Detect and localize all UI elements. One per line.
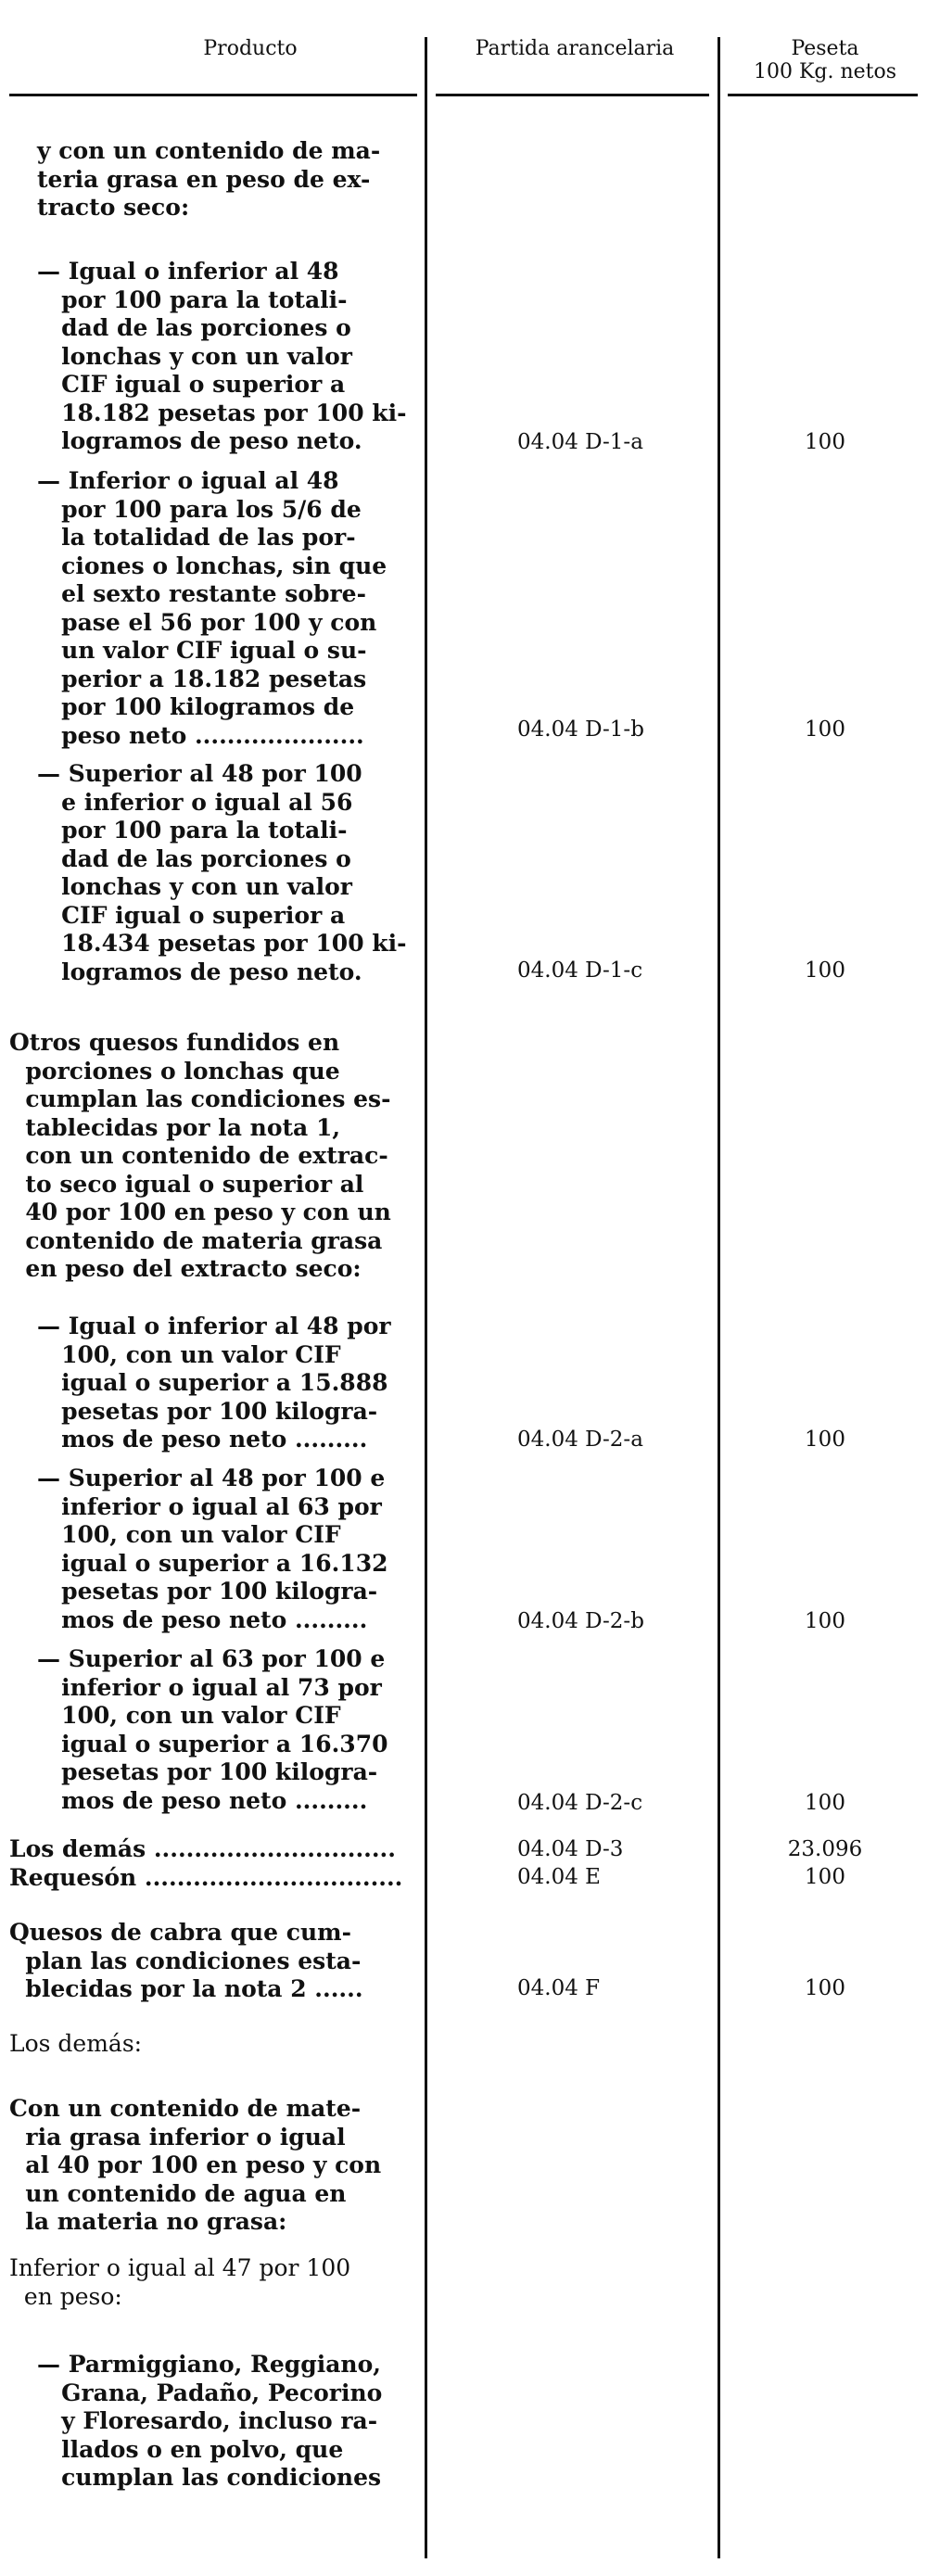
peseta-value: 100 [805,430,845,454]
column-header-partida: Partida arancelaria [475,37,675,60]
partida-code: 04.04 D-2-c [517,1791,643,1815]
product-text-block: Inferior o igual al 47 por 100 en peso: [9,2254,351,2310]
product-text-block: Con un contenido de mate- ria grasa inferior o igual al 40 por 100 en peso y con un contenido de agua en la materia no grasa: [9,2095,382,2235]
product-text-block: Quesos de cabra que cum- plan las condiciones esta- blecidas por la nota 2 ...... [9,1919,363,2002]
partida-code: 04.04 D-2-b [517,1609,644,1633]
header-rule-partida [436,94,709,96]
product-text-block: y con un contenido de ma- teria grasa en peso de ex- tracto seco: [37,137,381,221]
product-text-block: — Parmiggiano, Reggiano, Grana, Padaño, Pecorino y Floresardo, incluso ra- llados o en polvo, que cumplan las condiciones [37,2351,383,2491]
product-text-block: — Superior al 63 por 100 e inferior o igual al 73 por 100, con un valor CIF igual o superior a 16.370 pesetas por 100 kilogra- mos de peso neto ......... [37,1645,388,1814]
peseta-value: 100 [805,958,845,983]
product-text-block: — Inferior o igual al 48 por 100 para los 5/6 de la totalidad de las por- ciones o lonchas, sin que el sexto restante sobre- pase el 56 por 100 y con un valor CIF igual o su- perior a 18.182 pesetas por 100 kilogramos de peso neto ..................... [37,467,387,749]
column-divider-2 [717,37,720,2558]
partida-code: 04.04 D-2-a [517,1428,643,1452]
peseta-value: 100 [805,1791,845,1815]
column-header-producto: Producto [203,37,298,60]
peseta-value: 23.096 [787,1837,863,1861]
header-rule-peseta [728,94,918,96]
partida-code: 04.04 D-1-a [517,430,643,454]
peseta-value: 100 [805,717,845,742]
partida-code: 04.04 D-1-c [517,958,643,983]
product-text-block: Los demás: [9,2030,143,2057]
peseta-value: 100 [805,1976,845,2000]
partida-code: 04.04 D-3 [517,1837,624,1861]
column-divider-1 [425,37,427,2558]
column-header-peseta-line2: 100 Kg. netos [753,60,897,84]
column-header-peseta-line1: Peseta [791,37,859,60]
peseta-value: 100 [805,1609,845,1633]
product-text-block: — Igual o inferior al 48 por 100 para la totali- dad de las porciones o lonchas y con un valor CIF igual o superior a 18.182 pesetas por 100 ki- logramos de peso neto. [37,258,407,454]
partida-code: 04.04 D-1-b [517,717,644,742]
peseta-value: 100 [805,1428,845,1452]
peseta-value: 100 [805,1865,845,1889]
product-text-block: — Igual o inferior al 48 por 100, con un valor CIF igual o superior a 15.888 pesetas por 100 kilogra- mos de peso neto ......... [37,1313,391,1453]
column-header-peseta [732,37,918,84]
product-text-block: — Superior al 48 por 100 e inferior o igual al 56 por 100 para la totali- dad de las porciones o lonchas y con un valor CIF igual o superior a 18.434 pesetas por 100 ki- logramos de peso neto. [37,760,407,985]
product-text-block: Los demás .............................. Requesón ................................ [9,1835,403,1891]
product-text-block: — Superior al 48 por 100 e inferior o igual al 63 por 100, con un valor CIF igual o superior a 16.132 pesetas por 100 kilogra- mos de peso neto ......... [37,1465,388,1633]
partida-code: 04.04 E [517,1865,601,1889]
partida-code: 04.04 F [517,1976,601,2000]
product-text-block: Otros quesos fundidos en porciones o lonchas que cumplan las condiciones es- tablecidas por la nota 1, con un contenido de extrac- to seco igual o superior al 40 por 100 en peso y con un contenido de materia grasa en peso del extracto seco: [9,1029,391,1282]
header-rule-producto [9,94,417,96]
